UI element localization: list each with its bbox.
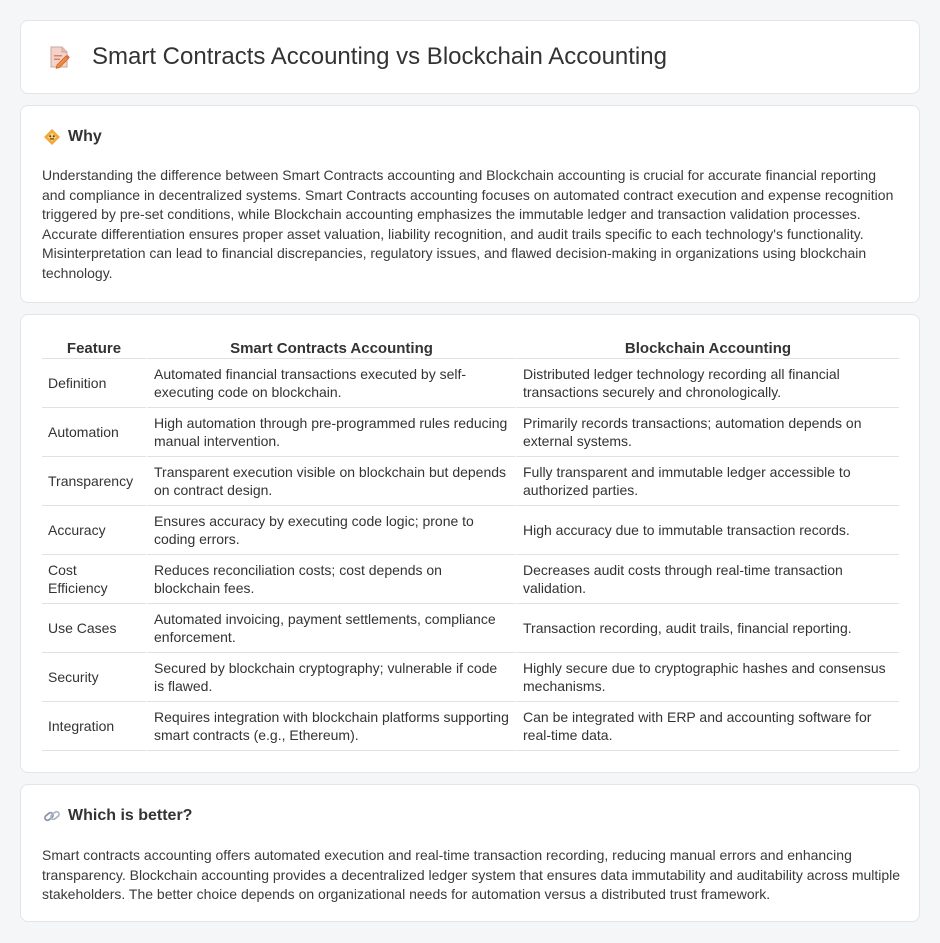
header-feature: Feature xyxy=(42,334,146,359)
diamond-signal-icon xyxy=(43,128,61,146)
feature-cell: Security xyxy=(42,653,146,702)
blockchain-cell: High accuracy due to immutable transaction records. xyxy=(515,506,899,555)
feature-cell: Use Cases xyxy=(42,604,146,653)
why-section xyxy=(20,105,920,303)
smart-contracts-cell: Transparent execution visible on blockchain but depends on contract design. xyxy=(146,457,515,506)
title-card xyxy=(20,20,920,94)
smart-contracts-cell: High automation through pre-programmed rules reducing manual intervention. xyxy=(146,408,515,457)
blockchain-cell: Primarily records transactions; automation depends on external systems. xyxy=(515,408,899,457)
smart-contracts-cell: Ensures accuracy by executing code logic; prone to coding errors. xyxy=(146,506,515,555)
why-text: Understanding the difference between Smart Contracts accounting and Blockchain accounting is crucial for accurate financial reporting and compliance in decentralized systems. Smart Contracts accounting focuses on automated contract execution and expense recognition triggered by pre-set conditions, while Blockchain accounting emphasizes the immutable ledger and transaction validation processes. Accurate differentiation ensures proper asset valuation, liability recognition, and audit trails specific to each technology's functionality. Misinterpretation can lead to financial discrepancies, regulatory issues, and flawed decision-making in organizations using blockchain technology. xyxy=(42,167,894,281)
link-icon xyxy=(43,807,61,825)
why-heading-row xyxy=(43,128,102,146)
blockchain-cell: Fully transparent and immutable ledger accessible to authorized parties. xyxy=(515,457,899,506)
blockchain-cell: Can be integrated with ERP and accounting software for real-time data. xyxy=(515,702,899,751)
table-row xyxy=(42,408,899,457)
blockchain-cell: Transaction recording, audit trails, financial reporting. xyxy=(515,604,899,653)
smart-contracts-cell: Automated invoicing, payment settlements, compliance enforcement. xyxy=(146,604,515,653)
table-row xyxy=(42,604,899,653)
comparison-section xyxy=(20,314,920,773)
feature-cell: Transparency xyxy=(42,457,146,506)
table-row xyxy=(42,506,899,555)
document-pencil-icon xyxy=(46,44,72,70)
header-smart-contracts: Smart Contracts Accounting xyxy=(146,334,515,359)
table-row xyxy=(42,555,899,604)
page-title: Smart Contracts Accounting vs Blockchain Accounting xyxy=(92,43,667,70)
header-blockchain: Blockchain Accounting xyxy=(515,334,899,359)
comparison-table xyxy=(42,334,899,751)
better-heading-row xyxy=(43,807,192,825)
smart-contracts-cell: Requires integration with blockchain platforms supporting smart contracts (e.g., Ethereum). xyxy=(146,702,515,751)
table-row xyxy=(42,702,899,751)
table-row xyxy=(42,457,899,506)
feature-cell: Definition xyxy=(42,359,146,408)
table-row xyxy=(42,653,899,702)
feature-cell: Accuracy xyxy=(42,506,146,555)
blockchain-cell: Highly secure due to cryptographic hashes and consensus mechanisms. xyxy=(515,653,899,702)
blockchain-cell: Decreases audit costs through real-time transaction validation. xyxy=(515,555,899,604)
blockchain-cell: Distributed ledger technology recording all financial transactions securely and chronologically. xyxy=(515,359,899,408)
why-heading: Why xyxy=(68,128,102,145)
table-header-row xyxy=(42,334,899,359)
smart-contracts-cell: Automated financial transactions executed by self-executing code on blockchain. xyxy=(146,359,515,408)
smart-contracts-cell: Secured by blockchain cryptography; vulnerable if code is flawed. xyxy=(146,653,515,702)
which-is-better-section xyxy=(20,784,920,922)
smart-contracts-cell: Reduces reconciliation costs; cost depends on blockchain fees. xyxy=(146,555,515,604)
table-row xyxy=(42,359,899,408)
feature-cell: Integration xyxy=(42,702,146,751)
feature-cell: Cost Efficiency xyxy=(42,555,146,604)
feature-cell: Automation xyxy=(42,408,146,457)
better-heading: Which is better? xyxy=(68,807,193,824)
better-text: Smart contracts accounting offers automated execution and real-time transaction recording, reducing manual errors and enhancing transparency. Blockchain accounting provides a decentralized ledger system that ensures data immutability and auditability across multiple stakeholders. The better choice depends on organizational needs for automation versus a distributed trust framework. xyxy=(42,847,901,902)
